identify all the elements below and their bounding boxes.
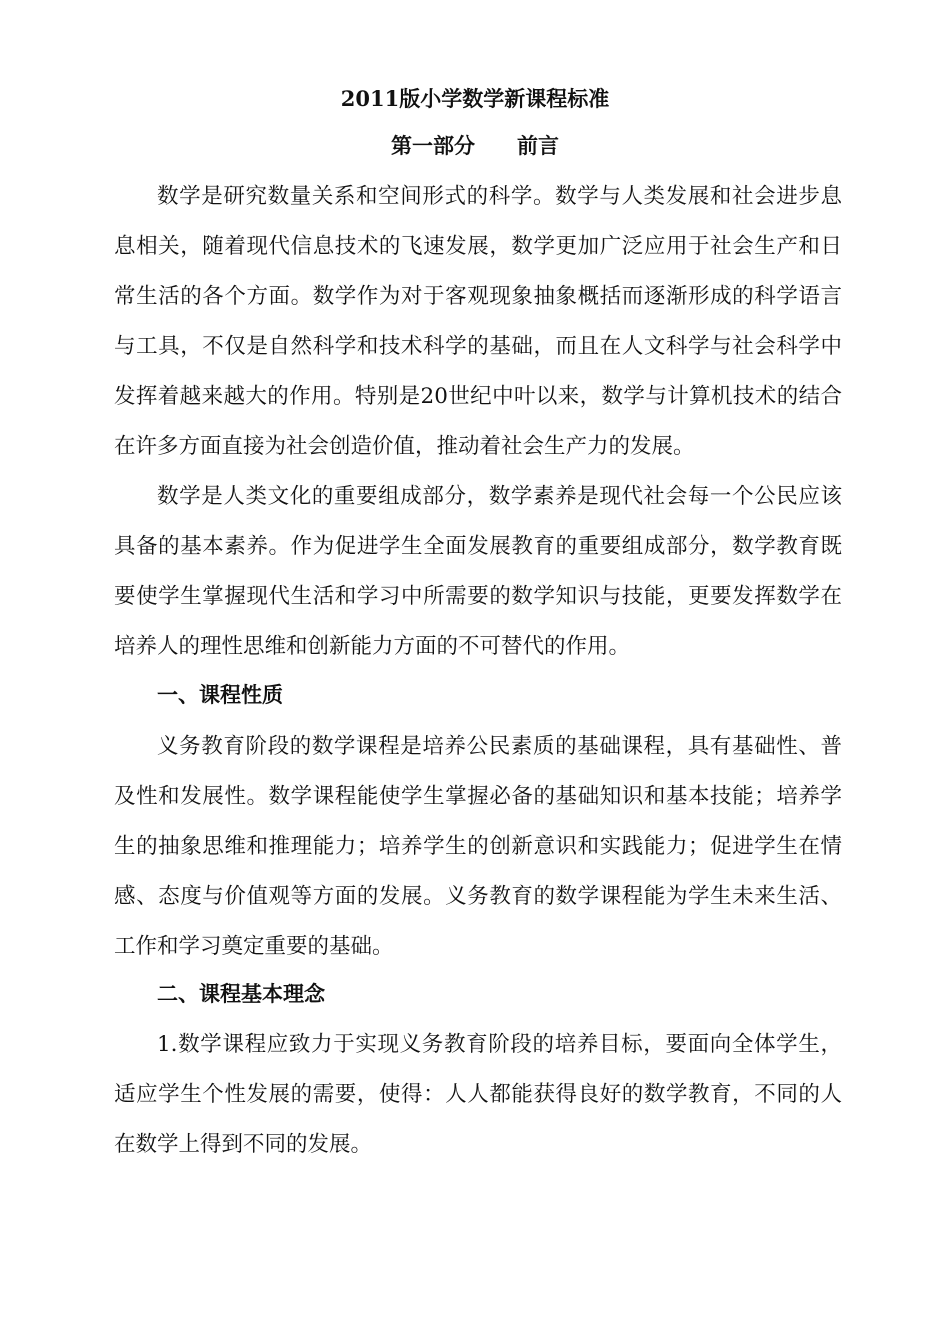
part-title <box>0 131 950 161</box>
part-label: 第一部分 <box>391 133 475 158</box>
part-name: 前言 <box>517 133 559 158</box>
basic-concepts-paragraph: 1.数学课程应致力于实现义务教育阶段的培养目标，要面向全体学生，适应学生个性发展的需要，使得：人人都能获得良好的数学教育，不同的人在数学上得到不同的发展。 <box>114 1032 842 1157</box>
document-title: 2011版小学数学新课程标准 <box>340 86 610 111</box>
intro-paragraph-1: 数学是研究数量关系和空间形式的科学。数学与人类发展和社会进步息息相关，随着现代信息技术的飞速发展，数学更加广泛应用于社会生产和日常生活的各个方面。数学作为对于客观现象抽象概括而逐渐形成的科学语言与工具，不仅是自然科学和技术科学的基础，而且在人文科学与社会科学中发挥着越来越大的作用。特别是20世纪中叶以来，数学与计算机技术的结合在许多方面直接为社会创造价值，推动着社会生产力的发展。 <box>114 184 842 459</box>
section-heading-course-nature: 一、课程性质 <box>157 682 283 707</box>
intro-paragraph-2: 数学是人类文化的重要组成部分，数学素养是现代社会每一个公民应该具备的基本素养。作为促进学生全面发展教育的重要组成部分，数学教育既要使学生掌握现代生活和学习中所需要的数学知识与技能，更要发挥数学在培养人的理性思维和创新能力方面的不可替代的作用。 <box>114 484 842 659</box>
section-heading-basic-concepts: 二、课程基本理念 <box>157 981 325 1006</box>
course-nature-paragraph: 义务教育阶段的数学课程是培养公民素质的基础课程，具有基础性、普及性和发展性。数学课程能使学生掌握必备的基础知识和基本技能；培养学生的抽象思维和推理能力；培养学生的创新意识和实践能力；促进学生在情感、态度与价值观等方面的发展。义务教育的数学课程能为学生未来生活、工作和学习奠定重要的基础。 <box>114 734 842 959</box>
